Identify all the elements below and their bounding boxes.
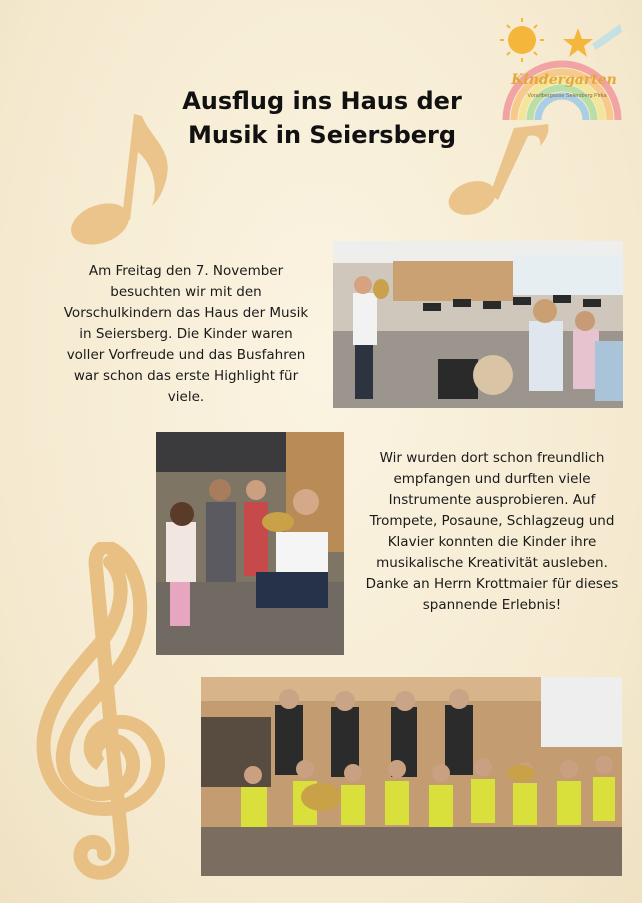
logo-name: Kindergarten xyxy=(511,72,617,88)
thanks-text: Danke an Herrn Krottmaier für dieses spannende Erlebnis! xyxy=(365,576,619,613)
photo-children-horn xyxy=(156,432,344,655)
treble-clef-icon xyxy=(30,542,170,882)
activity-text: Wir wurden dort schon freundlich empfangen und durften viele Instrumente ausprobieren. Auf Trompete, Posaune, Schlagzeug und Klavier konnten die Kinder ihre musikalische Kreativität ausleben. xyxy=(369,450,615,571)
kindergarten-logo xyxy=(492,10,632,126)
photo-rehearsal-room xyxy=(333,241,623,408)
intro-paragraph: Am Freitag den 7. November besuchten wir mit den Vorschulkindern das Haus der Musik in Seiersberg. Die Kinder waren voller Vorfreude und das Busfahren war schon das erste Highlight für viele. xyxy=(63,263,309,405)
activity-paragraph xyxy=(356,448,628,616)
photo-group xyxy=(201,677,622,876)
page-title: Ausflug ins Haus der Musik in Seiersberg xyxy=(182,87,462,149)
logo-subtitle: Vorarlbergasse Seiersberg Pirka xyxy=(527,93,607,99)
